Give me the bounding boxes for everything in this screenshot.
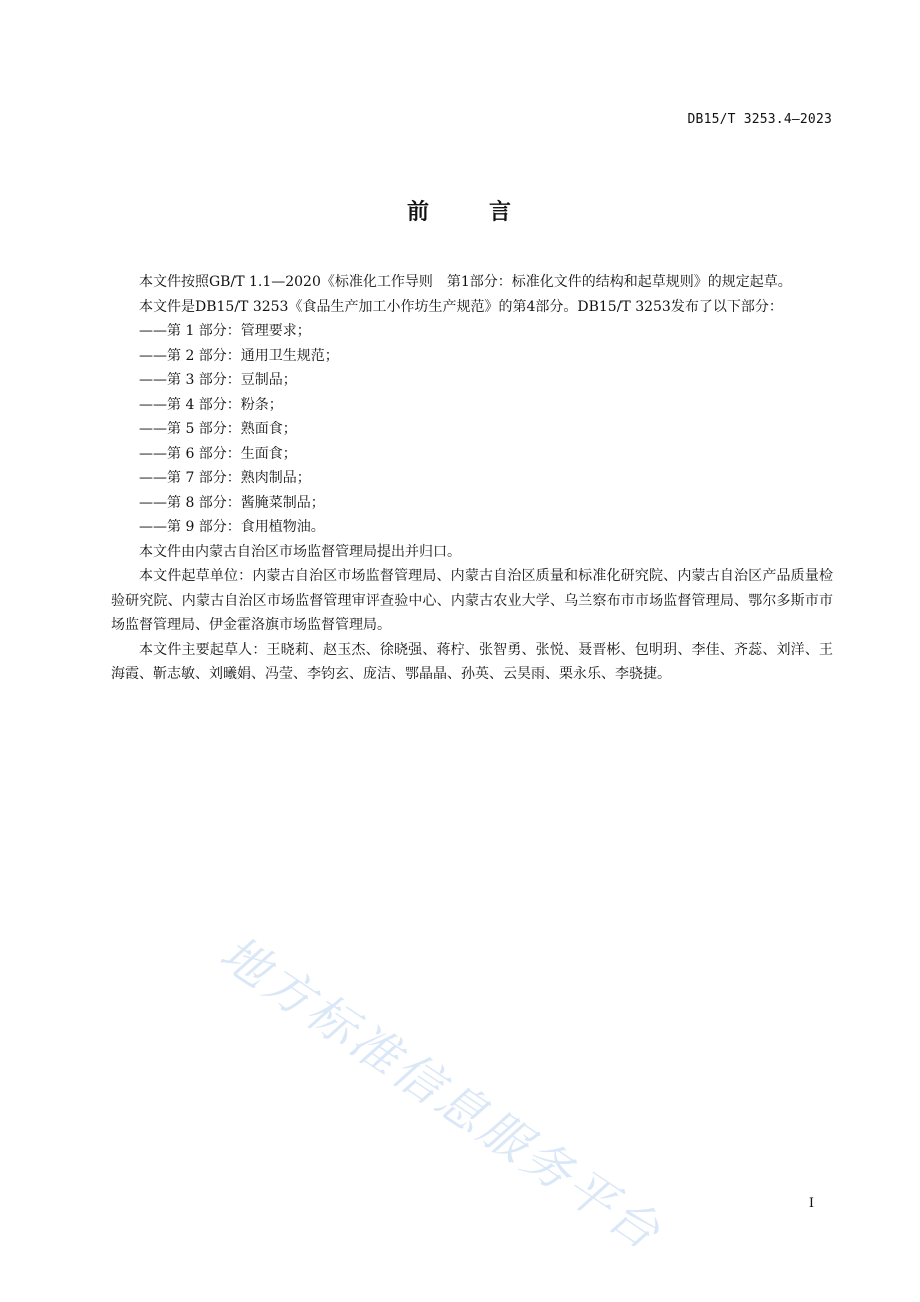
list-item: ——第 8 部分：酱腌菜制品； xyxy=(139,494,325,511)
foreword-body xyxy=(111,270,833,687)
paragraph-drafters: 本文件主要起草人：王晓莉、赵玉杰、徐晓强、蒋柠、张智勇、张悦、聂晋彬、包明玥、李佳、齐蕊、刘洋、王海霞、靳志敏、刘曦娟、冯莹、李钧玄、庞洁、鄂晶晶、孙英、云昊雨、栗永乐、李骁捷。 xyxy=(111,641,833,682)
list-item: ——第 3 部分：豆制品； xyxy=(139,372,297,388)
list-item: ——第 2 部分：通用卫生规范； xyxy=(139,347,339,364)
list-item: ——第 5 部分：熟面食； xyxy=(139,421,297,437)
title-char-2: 言 xyxy=(489,200,514,225)
list-item: ——第 4 部分：粉条； xyxy=(139,396,283,413)
paragraph-drafting-units: 本文件起草单位：内蒙古自治区市场监督管理局、内蒙古自治区质量和标准化研究院、内蒙古自治区产品质量检验研究院、内蒙古自治区市场监督管理审评查验中心、内蒙古农业大学、乌兰察布市市场监督管理局、鄂尔多斯市市场监督管理局、伊金霍洛旗市场监督管理局。 xyxy=(111,568,833,633)
paragraph-series-intro: 本文件是DB15/T 3253《食品生产加工小作坊生产规范》的第4部分。DB15/T 3253发布了以下部分： xyxy=(139,298,783,315)
document-code: DB15/T 3253.4—2023 xyxy=(687,112,832,127)
page-title xyxy=(0,195,920,226)
list-item: ——第 6 部分：生面食； xyxy=(139,445,297,462)
paragraph-proposer: 本文件由内蒙古自治区市场监督管理局提出并归口。 xyxy=(139,543,461,560)
list-item: ——第 1 部分：管理要求； xyxy=(139,323,311,339)
title-char-1: 前 xyxy=(406,200,431,225)
page-number: I xyxy=(808,1196,814,1211)
parts-list xyxy=(111,319,833,540)
list-item: ——第 9 部分：食用植物油。 xyxy=(139,519,325,535)
list-item: ——第 7 部分：熟肉制品； xyxy=(139,470,311,486)
paragraph-drafting-basis: 本文件按照GB/T 1.1—2020《标准化工作导则 第1部分：标准化文件的结构和起草规则》的规定起草。 xyxy=(139,274,792,290)
watermark-text: 地方标准信息服务平台 xyxy=(209,925,673,1263)
